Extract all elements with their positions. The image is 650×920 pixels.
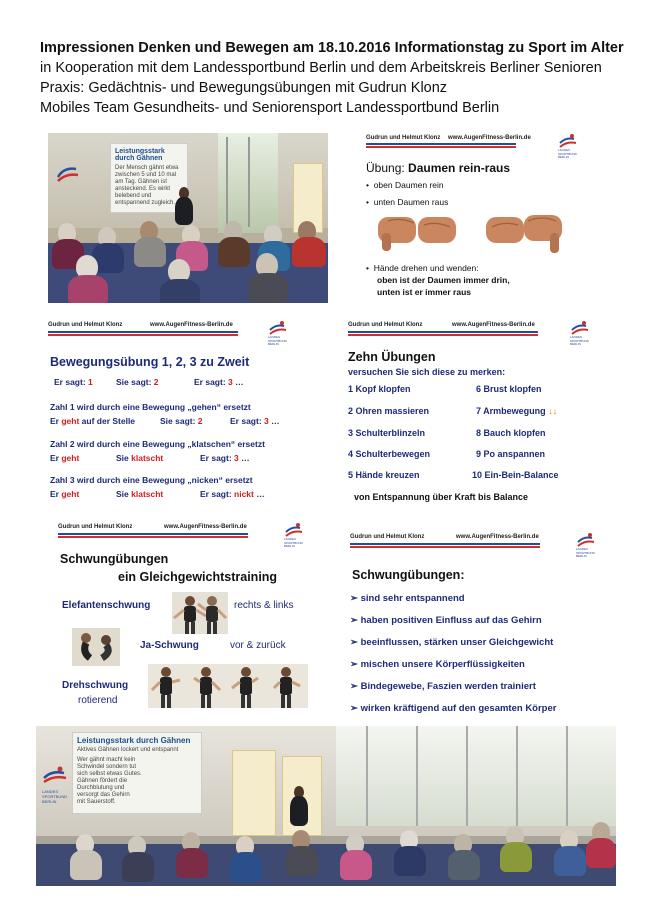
daumen-bullet: • Hände drehen und wenden:	[366, 263, 479, 273]
exercise-photo-sequence	[148, 664, 308, 708]
zehn-title: Zehn Übungen	[348, 350, 436, 364]
screen-line: Gähnen fördert die	[77, 778, 128, 784]
slide-website: www.AugenFitness-Berlin.de	[448, 135, 531, 141]
lsb-logo-icon	[576, 532, 596, 548]
bewegung-row: Er geht	[50, 453, 80, 463]
photo-lecture-bottom	[36, 726, 616, 886]
lsb-logo-text: LANDES SPORTBUND BERLIN	[42, 789, 68, 804]
lsb-logo-icon	[284, 522, 304, 538]
lsb-logo-text: LANDES SPORTBUND BERLIN	[570, 335, 589, 346]
arrow-bullet-icon: ➢	[350, 593, 358, 604]
exercise-label: Drehschwung	[62, 680, 129, 691]
arrow-bullet-icon: ➢	[350, 615, 358, 626]
zehn-item: 2 Ohren massieren	[348, 406, 430, 416]
zehn-item: 9 Po anspannen	[476, 449, 546, 459]
projection-screen	[72, 732, 202, 814]
bewegung-zahl-head: Zahl 3 wird durch eine Bewegung „nicken“ ersetzt	[50, 475, 253, 485]
daumen-title: Übung: Daumen rein-raus	[366, 161, 511, 175]
screen-line: Schwindel sondern tut	[77, 764, 137, 770]
slide-schwung-liste	[340, 530, 610, 720]
screen-line: entspannend zugleich.	[115, 200, 176, 206]
lsb-logo-text: LANDES SPORTBUND BERLIN	[576, 547, 595, 558]
lsb-logo-icon	[268, 320, 288, 336]
slide-authors: Gudrun und Helmut Klonz	[58, 524, 133, 530]
exercise-subtitle: rotierend	[78, 695, 118, 706]
screen-line: belebend und	[115, 193, 152, 199]
page-header	[40, 38, 640, 118]
slide-authors: Gudrun und Helmut Klonz	[366, 135, 441, 141]
daumen-bullet: • unten Daumen raus	[366, 197, 449, 207]
slide-website: www.AugenFitness-Berlin.de	[456, 534, 539, 540]
zehn-item: 5 Hände kreuzen	[348, 470, 420, 480]
schwung-liste-item: ➢ wirken kräftigend auf den gesamten Körper	[350, 703, 557, 714]
bewegung-row: Er sagt: 1	[54, 377, 93, 387]
header-cooperation: in Kooperation mit dem Landessportbund Berlin und dem Arbeitskreis Berliner Senioren	[40, 60, 602, 76]
schwung-liste-item: ➢ beeinflussen, stärken unser Gleichgewicht	[350, 637, 554, 648]
slide-authors: Gudrun und Helmut Klonz	[348, 322, 423, 328]
slide-website: www.AugenFitness-Berlin.de	[164, 524, 247, 530]
bewegung-row: Sie klatscht	[116, 489, 164, 499]
screen-line: ansteckend. Es wirkt	[115, 186, 171, 192]
slide-authors: Gudrun und Helmut Klonz	[350, 534, 425, 540]
zehn-item: 8 Bauch klopfen	[476, 428, 546, 438]
schwung-title: Schwungübungen	[60, 552, 169, 566]
zehn-footer: von Entspannung über Kraft bis Balance	[354, 492, 529, 502]
bewegung-row: Er sagt: 3 …	[200, 453, 250, 463]
screen-line: Durchblutung und	[77, 785, 125, 791]
zehn-item: 10 Ein-Bein-Balance	[472, 470, 559, 480]
lsb-logo-icon	[42, 766, 68, 784]
schwung-liste-title: Schwungübungen:	[352, 568, 465, 582]
screen-line: mit Sauerstoff.	[77, 799, 116, 805]
screen-line: zwischen 5 und 10 mal	[115, 172, 177, 178]
photo-lecture-top	[48, 133, 328, 303]
zehn-item: 3 Schulterblinzeln	[348, 428, 426, 438]
arrow-bullet-icon: ➢	[350, 659, 358, 670]
header-praxis: Praxis: Gedächtnis- und Bewegungsübungen mit Gudrun Klonz	[40, 80, 448, 96]
slide-zehn-uebungen	[340, 318, 600, 510]
exercise-photo	[72, 628, 120, 666]
bewegung-zahl-head: Zahl 1 wird durch eine Bewegung „gehen“ ersetzt	[50, 402, 251, 412]
zehn-item: 1 Kopf klopfen	[348, 384, 411, 394]
zehn-subtitle: versuchen Sie sich diese zu merken:	[348, 367, 506, 377]
lsb-logo-icon	[570, 320, 590, 336]
arm-arrows-icon: ↓↓	[548, 406, 558, 416]
bewegung-row: Sie sagt: 2	[116, 377, 159, 387]
page-title: Impressionen Denken und Bewegen am 18.10.2016 Informationstag zu Sport im Alter	[40, 40, 624, 56]
daumen-bullet: • oben Daumen rein	[366, 180, 444, 190]
screen-line: versorgt das Gehirn	[77, 792, 130, 798]
bewegung-row: Er sagt: nickt …	[200, 489, 265, 499]
bewegung-title: Bewegungsübung 1, 2, 3 zu Zweit	[50, 355, 250, 369]
exercise-photo	[172, 592, 228, 634]
banner-stand	[232, 750, 276, 836]
bewegung-zahl-head: Zahl 2 wird durch eine Bewegung „klatschen“ ersetzt	[50, 439, 265, 449]
screen-line: sich selbst etwas Gutes.	[77, 771, 142, 777]
bewegung-row: Sie sagt: 2	[160, 416, 203, 426]
exercise-label: Elefantenschwung	[62, 600, 151, 611]
slide-daumen	[358, 131, 588, 301]
slide-bewegung	[40, 318, 330, 506]
schwung-liste-item: ➢ haben positiven Einfluss auf das Gehirn	[350, 615, 542, 626]
bewegung-row: Er sagt: 3 …	[194, 377, 244, 387]
fist-thumb-down-icon	[518, 209, 568, 253]
slide-authors: Gudrun und Helmut Klonz	[48, 322, 123, 328]
exercise-direction: rechts & links	[234, 600, 294, 611]
bewegung-row: Er sagt: 3 …	[230, 416, 280, 426]
exercise-direction: vor & zurück	[230, 640, 286, 651]
arrow-bullet-icon: ➢	[350, 703, 358, 714]
screen-title: Leistungsstark durch Gähnen	[115, 148, 165, 162]
fist-thumb-in-icon	[416, 211, 460, 251]
lsb-logo-text: LANDES SPORTBUND BERLIN	[268, 335, 287, 346]
lsb-logo	[558, 133, 584, 159]
zehn-item: 7 Armbewegung ↓↓	[476, 406, 558, 416]
bewegung-row: Er geht auf der Stelle	[50, 416, 136, 426]
lsb-logo	[42, 766, 70, 804]
daumen-line: oben ist der Daumen immer drin,	[377, 275, 510, 285]
screen-line: am Tag. Gähnen ist	[115, 179, 167, 185]
arrow-bullet-icon: ➢	[350, 637, 358, 648]
screen-subtitle: Aktives Gähnen lockert und entspannt	[77, 747, 179, 753]
lsb-logo	[570, 320, 596, 346]
lsb-logo-text: LANDES SPORTBUND BERLIN	[284, 537, 303, 548]
screen-title: Leistungsstark durch Gähnen	[77, 736, 191, 745]
lsb-logo	[284, 522, 310, 548]
slide-website: www.AugenFitness-Berlin.de	[150, 322, 233, 328]
header-team: Mobiles Team Gesundheits- und Seniorensport Landessportbund Berlin	[40, 100, 500, 116]
schwung-liste-item: ➢ mischen unsere Körperflüssigkeiten	[350, 659, 525, 670]
slide-website: www.AugenFitness-Berlin.de	[452, 322, 535, 328]
exercise-label: Ja-Schwung	[140, 640, 199, 651]
lsb-logo-text: LANDES SPORTBUND BERLIN	[558, 148, 577, 159]
bewegung-row: Er geht	[50, 489, 80, 499]
daumen-line: unten ist er immer raus	[377, 287, 472, 297]
lsb-logo-icon	[558, 133, 578, 149]
arrow-bullet-icon: ➢	[350, 681, 358, 692]
schwung-liste-item: ➢ sind sehr entspannend	[350, 593, 465, 604]
zehn-item: 4 Schulterbewegen	[348, 449, 431, 459]
zehn-item: 6 Brust klopfen	[476, 384, 542, 394]
screen-line: Der Mensch gähnt etwa	[115, 165, 179, 171]
slide-schwung-bilder	[44, 520, 314, 712]
bewegung-row: Sie klatscht	[116, 453, 164, 463]
lsb-logo	[268, 320, 294, 346]
lsb-logo-icon	[56, 163, 80, 185]
screen-line: Wer gähnt macht kein	[77, 757, 136, 763]
lsb-logo	[576, 532, 602, 558]
schwung-liste-item: ➢ Bindegewebe, Faszien werden trainiert	[350, 681, 536, 692]
schwung-subtitle: ein Gleichgewichtstraining	[118, 570, 278, 584]
